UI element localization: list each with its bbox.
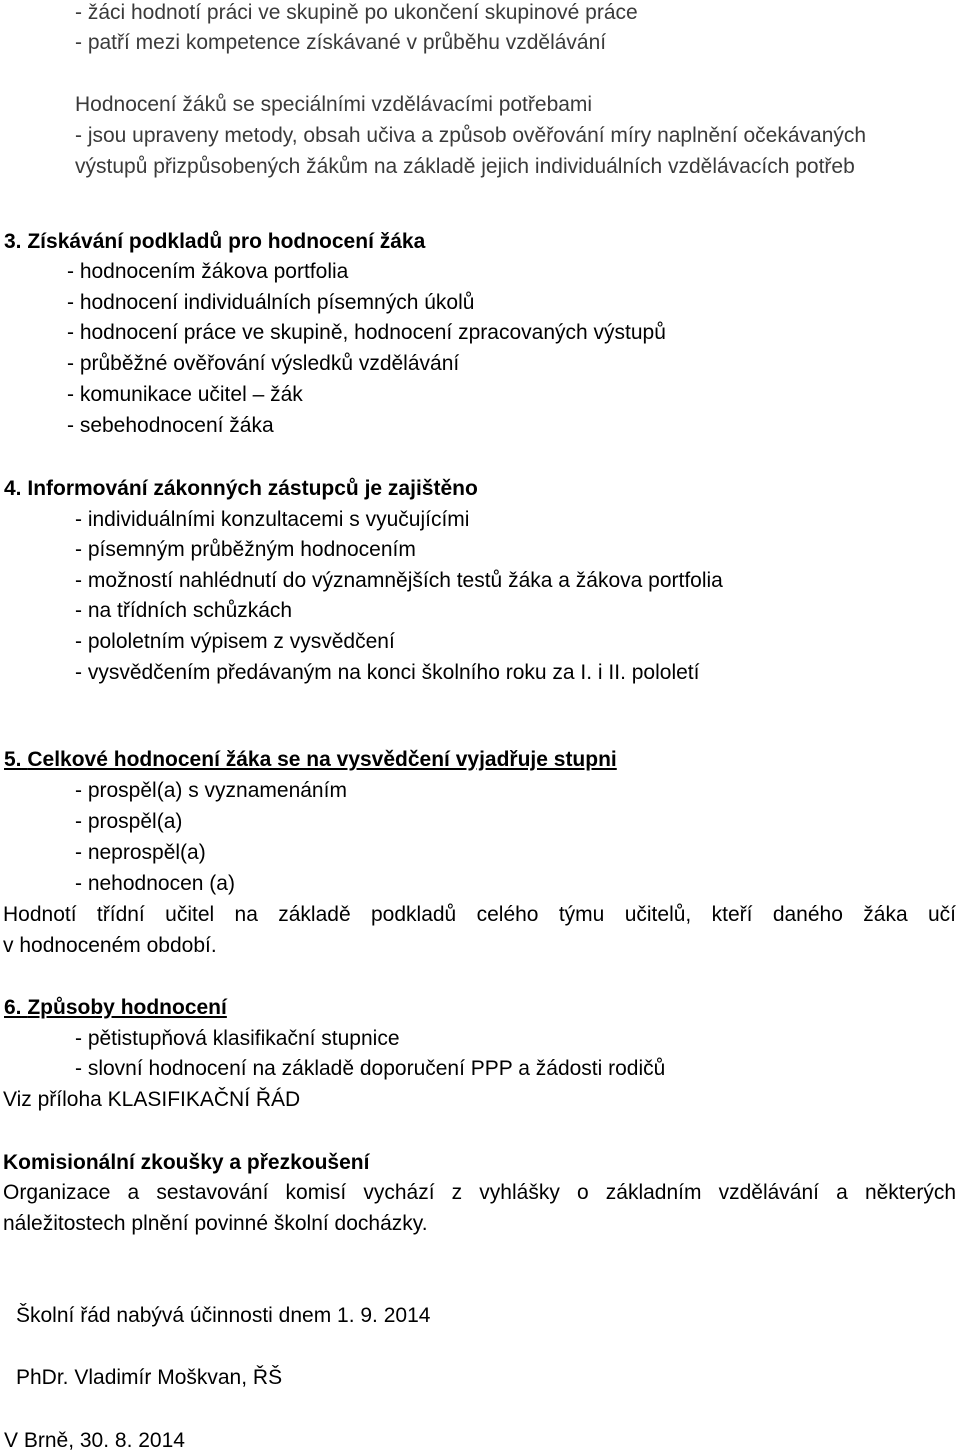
place-and-date: V Brně, 30. 8. 2014: [4, 1429, 185, 1452]
section-5-number: 5.: [4, 748, 22, 771]
section-3-title: Získávání podkladů pro hodnocení žáka: [27, 230, 426, 253]
section-5-paragraph-line-1: Hodnotí třídní učitel na základě podkladů celého týmu učitelů, kteří daného žáka učí: [3, 903, 956, 926]
commission-paragraph-line-1: Organizace a sestavování komisí vychází z vyhlášky o základním vzdělávání a některých: [3, 1181, 956, 1204]
section-4-title: Informování zákonných zástupců je zajištěno: [27, 477, 478, 500]
intro-line-2: - patří mezi kompetence získávané v průběhu vzdělávání: [75, 31, 607, 54]
commission-heading: Komisionální zkoušky a přezkoušení: [3, 1151, 370, 1174]
signature: PhDr. Vladimír Moškvan, ŘŠ: [16, 1366, 283, 1389]
section-6-heading: [4, 995, 227, 1021]
intro-line-1: - žáci hodnotí práci ve skupině po ukončení skupinové práce: [75, 1, 638, 24]
section-6-item: - slovní hodnocení na základě doporučení PPP a žádosti rodičů: [75, 1057, 666, 1080]
section-4-item: - na třídních schůzkách: [75, 599, 293, 622]
effective-date: Školní řád nabývá účinnosti dnem 1. 9. 2014: [16, 1304, 431, 1327]
section-5-heading: [4, 747, 617, 773]
section-5-paragraph-line-2: v hodnoceném období.: [3, 934, 217, 957]
section-3-heading: [4, 229, 425, 255]
section-4-item: - vysvědčením předávaným na konci školního roku za I. i II. pololetí: [75, 661, 700, 684]
section-3-item: - komunikace učitel – žák: [67, 383, 303, 406]
section-6-number: 6.: [4, 996, 22, 1019]
section-6-appendix: Viz příloha KLASIFIKAČNÍ ŘÁD: [3, 1088, 301, 1111]
section-3-item: - hodnocení práce ve skupině, hodnocení zpracovaných výstupů: [67, 321, 666, 344]
section-4-item: - individuálními konzultacemi s vyučujícími: [75, 508, 470, 531]
section-4-item: - písemným průběžným hodnocením: [75, 538, 416, 561]
section-3-item: - hodnocením žákova portfolia: [67, 260, 349, 283]
special-needs-line-2: výstupů přizpůsobených žákům na základě jejich individuálních vzdělávacích potřeb: [75, 155, 855, 178]
section-5-item: - nehodnocen (a): [75, 872, 235, 895]
section-5-title: Celkové hodnocení žáka se na vysvědčení vyjadřuje stupni: [27, 748, 617, 771]
section-3-item: - sebehodnocení žáka: [67, 414, 274, 437]
section-4-item: - možností nahlédnutí do významnějších testů žáka a žákova portfolia: [75, 569, 723, 592]
section-3-item: - průběžné ověřování výsledků vzdělávání: [67, 352, 460, 375]
special-needs-line-1: - jsou upraveny metody, obsah učiva a způsob ověřování míry naplnění očekávaných: [75, 124, 867, 147]
section-4-number: 4.: [4, 477, 22, 500]
section-3-item: - hodnocení individuálních písemných úkolů: [67, 291, 475, 314]
section-6-title: Způsoby hodnocení: [27, 996, 227, 1019]
section-5-item: - neprospěl(a): [75, 841, 206, 864]
section-5-item: - prospěl(a) s vyznamenáním: [75, 779, 347, 802]
section-5-item: - prospěl(a): [75, 810, 183, 833]
section-3-number: 3.: [4, 230, 22, 253]
section-4-item: - pololetním výpisem z vysvědčení: [75, 630, 395, 653]
commission-paragraph-line-2: náležitostech plnění povinné školní docházky.: [3, 1212, 428, 1235]
section-4-heading: [4, 476, 478, 502]
section-6-item: - pětistupňová klasifikační stupnice: [75, 1027, 400, 1050]
special-needs-heading: Hodnocení žáků se speciálními vzdělávacími potřebami: [75, 93, 593, 116]
